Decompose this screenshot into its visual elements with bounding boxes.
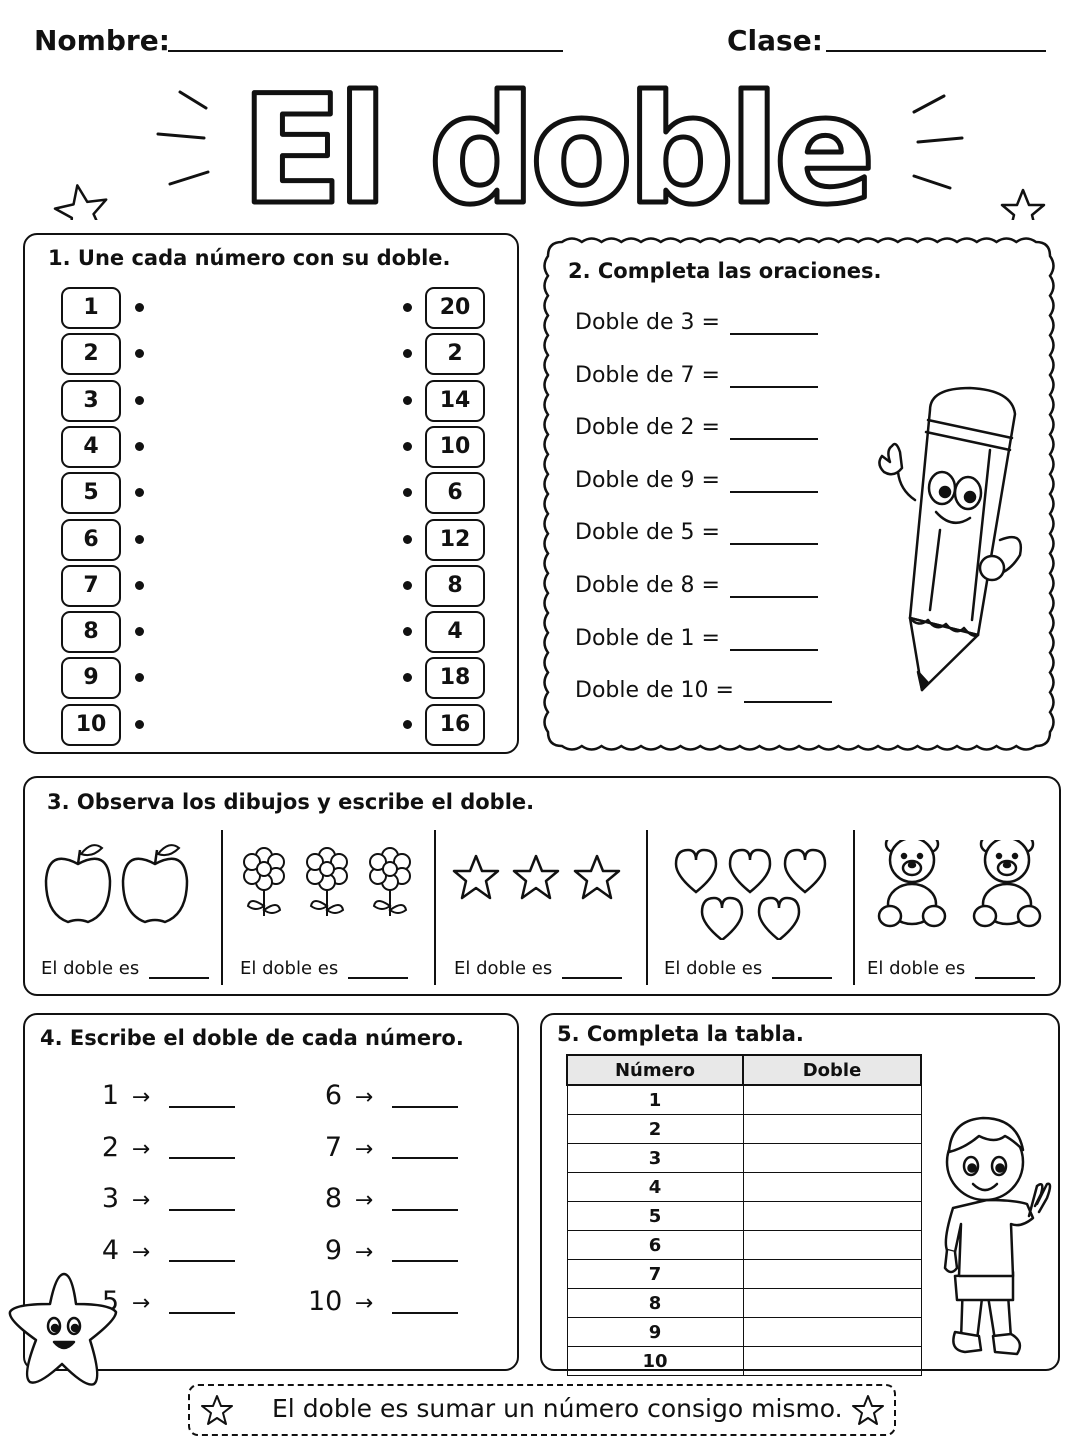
picture-answer-label: El doble es [867,958,966,979]
exercise-number: 9 [324,1234,342,1266]
sentence-text: Doble de 8 = [575,573,720,598]
table-cell-number: 3 [567,1144,743,1173]
exercise-number: 1 [101,1080,119,1111]
double-exercise-row [85,1183,235,1214]
answer-line[interactable] [169,1189,235,1211]
table-row [567,1085,921,1115]
star-icon [514,856,558,898]
arrow-icon: → [131,1085,151,1110]
left-number-box: 1 [61,287,121,329]
sentence-row [575,573,818,598]
left-number-box: 3 [61,380,121,422]
exercise-number: 7 [324,1131,342,1163]
table-cell-number: 1 [567,1085,743,1115]
answer-line[interactable] [730,364,818,388]
exercise-number: 3 [101,1183,119,1214]
right-number-box: 12 [425,519,485,561]
picture-answer-label: El doble es [664,958,763,979]
table-cell-double[interactable] [743,1173,921,1202]
answer-line[interactable] [772,961,832,979]
table-cell-number: 4 [567,1173,743,1202]
double-table [566,1054,922,1376]
sentence-text: Doble de 10 = [575,678,734,704]
picture-answer-row [41,958,209,979]
left-match-dot[interactable] [135,535,144,544]
exercise-number: 8 [324,1183,342,1214]
table-header-number: Número [567,1055,743,1085]
star-icon [454,856,498,898]
left-number-box: 5 [61,472,121,514]
sentence-text: Doble de 2 = [575,415,720,441]
table-cell-number: 9 [567,1318,743,1347]
sentence-row [575,626,818,651]
flower-icon [244,848,284,916]
footer-text: El doble es sumar un número consigo mismo. [272,1394,843,1423]
table-cell-number: 10 [567,1347,743,1376]
exercise-number: 4 [101,1234,119,1266]
answer-line[interactable] [149,961,209,979]
section-3-title: 3. Observa los dibujos y escribe el doble. [47,790,535,814]
apple-icon [46,845,110,922]
sentence-text: Doble de 7 = [575,362,720,388]
arrow-icon: → [354,1085,374,1110]
table-cell-number: 8 [567,1289,743,1318]
table-header-double: Doble [743,1055,921,1085]
left-number-box: 8 [61,611,121,653]
right-number-box: 4 [425,611,485,653]
picture-answer-label: El doble es [240,958,339,979]
section-1-title: 1. Une cada número con su doble. [48,246,451,270]
picture-answer-row [240,958,408,979]
answer-line[interactable] [392,1137,458,1159]
table-row [567,1115,921,1144]
right-number-box: 14 [425,380,485,422]
double-exercise-row [85,1080,235,1111]
exercise-number: 2 [101,1131,119,1163]
double-exercise-row [308,1132,458,1163]
left-number-box: 6 [61,519,121,561]
table-row [567,1231,921,1260]
name-field[interactable] [168,50,563,52]
sentence-row [575,520,818,545]
boy-mascot-icon [925,1100,1065,1370]
answer-line[interactable] [348,961,408,979]
sentence-row [575,468,818,493]
answer-line[interactable] [562,961,622,979]
name-label: Nombre: [34,24,170,57]
sentence-text: Doble de 5 = [575,520,720,546]
star-icon [575,856,619,898]
table-cell-number: 6 [567,1231,743,1260]
left-number-box: 4 [61,426,121,468]
sentence-row [575,678,832,703]
sentence-text: Doble de 1 = [575,625,720,651]
star-icon [52,181,112,220]
picture-answer-row [867,958,1035,979]
pencil-mascot-icon [860,380,1030,700]
arrow-icon: → [354,1291,374,1316]
right-number-box: 2 [425,333,485,375]
answer-line[interactable] [744,679,832,703]
answer-line[interactable] [730,416,818,440]
teddy-bear-icon [974,840,1040,926]
left-match-dot[interactable] [135,442,144,451]
left-number-box: 7 [61,565,121,607]
arrow-icon: → [131,1188,151,1213]
table-cell-number: 2 [567,1115,743,1144]
left-number-box: 2 [61,333,121,375]
heart-icon [676,850,716,892]
table-cell-double[interactable] [743,1231,921,1260]
sentence-row [575,415,818,440]
right-match-dot[interactable] [403,581,412,590]
answer-line[interactable] [169,1137,235,1159]
table-cell-number: 5 [567,1202,743,1231]
table-row [567,1202,921,1231]
left-match-dot[interactable] [135,720,144,729]
title-banner [0,60,1086,220]
answer-line[interactable] [730,627,818,651]
left-number-box: 10 [61,704,121,746]
left-number-box: 9 [61,657,121,699]
answer-line[interactable] [392,1240,458,1262]
right-match-dot[interactable] [403,535,412,544]
star-mascot-icon [2,1268,132,1398]
flower-icon [307,848,347,916]
apple-icon [123,845,187,922]
answer-line[interactable] [730,311,818,335]
right-number-box: 18 [425,657,485,699]
double-exercise-row [85,1235,235,1266]
answer-line[interactable] [730,574,818,598]
picture-answer-row [664,958,832,979]
table-row [567,1173,921,1202]
section-5-title: 5. Completa la tabla. [557,1022,804,1046]
star-icon [200,1394,234,1428]
heart-icon [730,850,770,892]
exercise-number: 10 [308,1286,343,1317]
arrow-icon: → [131,1291,151,1316]
heart-icon [785,850,825,892]
arrow-icon: → [354,1136,374,1162]
table-row [567,1318,921,1347]
right-number-box: 6 [425,472,485,514]
table-cell-double[interactable] [743,1260,921,1289]
right-number-box: 10 [425,426,485,468]
arrow-icon: → [131,1136,151,1162]
table-row [567,1144,921,1173]
left-match-dot[interactable] [135,581,144,590]
star-icon [1002,190,1044,220]
teddy-bear-icon [879,840,945,926]
table-row [567,1347,921,1376]
exercise-number: 5 [101,1286,119,1317]
answer-line[interactable] [392,1189,458,1211]
arrow-icon: → [354,1188,374,1213]
class-field[interactable] [826,50,1046,52]
answer-line[interactable] [730,521,818,545]
pictures-row [30,840,1050,940]
table-cell-double[interactable] [743,1144,921,1173]
left-match-dot[interactable] [135,396,144,405]
table-row [567,1260,921,1289]
answer-line[interactable] [730,469,818,493]
answer-line[interactable] [169,1240,235,1262]
double-exercise-row [308,1080,458,1111]
right-number-box: 20 [425,287,485,329]
picture-answer-label: El doble es [454,958,553,979]
double-exercise-row [308,1286,458,1317]
answer-line[interactable] [975,961,1035,979]
arrow-icon: → [354,1239,374,1265]
double-exercise-row [308,1235,458,1266]
arrow-icon: → [131,1239,151,1265]
table-row [567,1289,921,1318]
section-4-title: 4. Escribe el doble de cada número. [40,1026,464,1050]
right-number-box: 8 [425,565,485,607]
sentence-row [575,363,818,388]
table-cell-double[interactable] [743,1202,921,1231]
answer-line[interactable] [169,1086,235,1108]
star-icon [851,1394,885,1428]
exercise-number: 6 [324,1080,342,1111]
sentence-text: Doble de 9 = [575,467,720,493]
class-label: Clase: [727,24,823,57]
table-cell-double[interactable] [743,1085,921,1115]
page-title: El doble [240,64,870,220]
double-exercise-row [85,1132,235,1163]
table-cell-double[interactable] [743,1115,921,1144]
right-match-dot[interactable] [403,442,412,451]
table-cell-double[interactable] [743,1318,921,1347]
flower-icon [370,848,410,916]
table-cell-number: 7 [567,1260,743,1289]
sentence-text: Doble de 3 = [575,310,720,335]
answer-line[interactable] [392,1292,458,1314]
section-2-title: 2. Completa las oraciones. [568,259,882,283]
answer-line[interactable] [392,1086,458,1108]
picture-answer-row [454,958,622,979]
left-match-dot[interactable] [135,303,144,312]
right-match-dot[interactable] [403,303,412,312]
table-cell-double[interactable] [743,1347,921,1376]
heart-icon [702,898,742,940]
answer-line[interactable] [169,1292,235,1314]
right-number-box: 16 [425,704,485,746]
right-match-dot[interactable] [403,396,412,405]
heart-icon [759,898,799,940]
right-match-dot[interactable] [403,720,412,729]
double-exercise-row [308,1183,458,1214]
picture-answer-label: El doble es [41,958,140,979]
sentence-row [575,310,818,335]
table-cell-double[interactable] [743,1289,921,1318]
